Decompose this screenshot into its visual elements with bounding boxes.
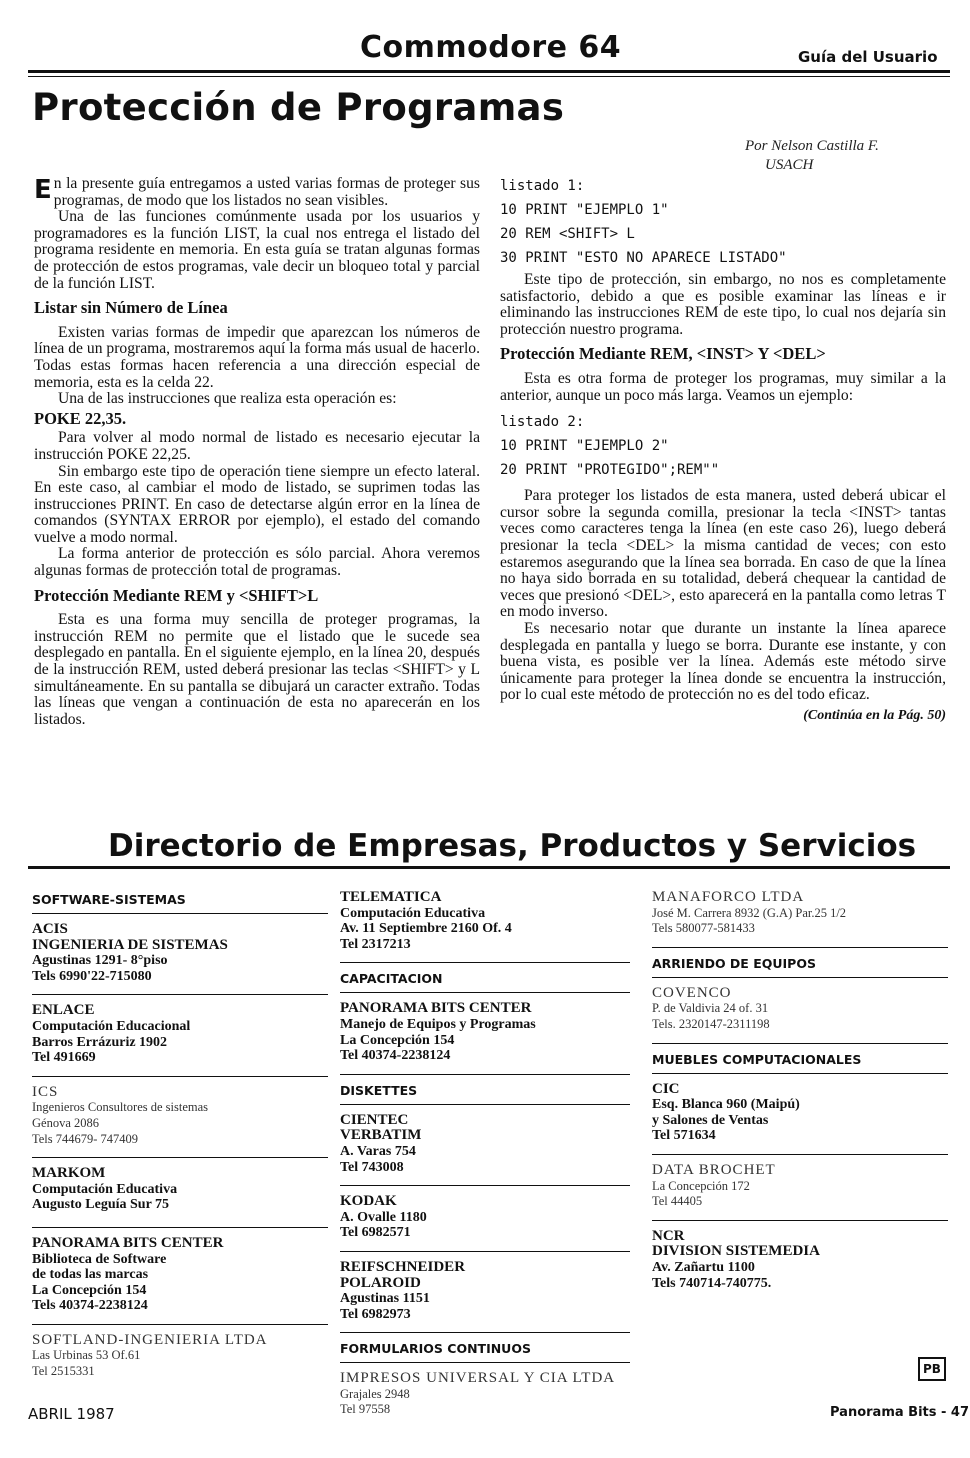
byline-author: Por Nelson Castilla F. (745, 138, 879, 154)
paragraph: Una de las instrucciones que realiza esta operación es: (58, 390, 397, 408)
category-heading: CAPACITACION (340, 971, 443, 987)
paragraph: Para proteger los listados de esta manera, usted deberá ubicar el cursor sobre la segunda comilla, presionar la tecla <INST> tantas veces como caracteres tenga la línea (en este caso 26), luego deberá presionar la tecla <DEL> la misma cantidad de veces; con esto estaremos asegurando que la línea sea borrada. En caso de que la línea no haya sido borrada en su totalidad, deberá chequear la cantidad de veces que presionó <DEL>, esto aparecerá en la pantalla como letras T en modo inverso. (500, 487, 946, 621)
magazine-section-title: Commodore 64 (360, 30, 622, 65)
header-rule (28, 70, 950, 73)
panorama-bits-logo: PB (918, 1357, 946, 1381)
paragraph: Sin embargo este tipo de operación tiene siempre un efecto lateral. En este caso, al cambiar el modo de listado, se suprimen todas las instrucciones PRINT. En caso de detectarse algún error en la línea de comandos (SYNTAX ERROR por ejemplo), el estado del comando vuelve a modo normal. (34, 462, 480, 546)
directory-column-3 (652, 870, 948, 1301)
directory-entry: COVENCO P. de Valdivia 24 of. 31 Tels. 2320147-2311198 (652, 984, 770, 1031)
directory-entry: MARKOM Computación Educativa Augusto Leguía Sur 75 (32, 1165, 178, 1213)
directory-rule (28, 866, 950, 869)
directory-entry: ACIS INGENIERIA DE SISTEMAS Agustinas 1291- 8°piso Tels 6990'22-715080 (32, 921, 228, 984)
directory-title: Directorio de Empresas, Productos y Servicios (108, 828, 917, 864)
drop-cap: E (34, 175, 52, 205)
paragraph: Este tipo de protección, sin embargo, no nos es completamente satisfactorio, debido a que es posible examinar las líneas e ir eliminando las instrucciones REM de este tipo, lo cual nos dejaría sin protección nuestro programa. (500, 271, 946, 338)
paragraph: Existen varias formas de impedir que aparezcan los números de línea de un programa, mostraremos aquí la forma más usual de hacerlo. Todas estas formas hacen referencia a una dirección especial de memoria, esta es la celda 22. (34, 323, 480, 391)
paragraph: Una de las funciones comúnmente usada por los usuarios y programadores es la función LIST, la cual nos entrega el listado del programa residente en memoria. En esta guía se tratan algunas formas de protección de estos programas, vale decir un bloqueo total y parcial de la función LIST. (34, 208, 480, 292)
directory-column-1 (32, 870, 328, 1390)
page-number: Panorama Bits - 47 (830, 1405, 970, 1420)
paragraph: La forma anterior de protección es sólo parcial. Ahora veremos algunas formas de protección total de programas. (34, 545, 480, 580)
category-heading: SOFTWARE-SISTEMAS (32, 892, 186, 907)
directory-entry: CIC Esq. Blanca 960 (Maipú) y Salones de Ventas Tel 571634 (652, 1080, 800, 1144)
directory-entry: MANAFORCO LTDA José M. Carrera 8932 (G.A) Par.25 1/2 Tels 580077-581433 (652, 889, 847, 936)
header-rule-thin (28, 76, 950, 77)
directory-entry: ENLACE Computación Educacional Barros Errázuriz 1902 Tel 491669 (32, 1002, 191, 1066)
code-listing-2: listado 2: 10 PRINT "EJEMPLO 2" 20 PRINT "PROTEGIDO";REM"" (500, 414, 720, 479)
section-heading: Protección Mediante REM, <INST> Y <DEL> (500, 344, 826, 364)
directory-column-2 (340, 870, 630, 1428)
directory-entry: NCR DIVISION SISTEMEDIA Av. Zañartu 1100 Tels 740714-740775. (652, 1227, 820, 1291)
directory-entry: REIFSCHNEIDER POLAROID Agustinas 1151 Tel 6982973 (340, 1258, 466, 1322)
category-heading: ARRIENDO DE EQUIPOS (652, 955, 816, 971)
directory-entry: SOFTLAND-INGENIERIA LTDA Las Urbinas 53 Of.61 Tel 2515331 (32, 1331, 268, 1379)
category-heading: DISKETTES (340, 1082, 418, 1098)
byline (745, 137, 879, 175)
poke-instruction: POKE 22,35. (34, 408, 127, 428)
paragraph: Esta es una forma muy sencilla de proteger programas, la instrucción REM no permite que el listado que le sucede sea desplegado en pantalla. En el siguiente ejemplo, en la línea 20, después de la instrucción REM, usted deberá presionar las teclas <SHIFT> y L simultáneamente. En su pantalla se dibujará un caracter extraño. Todas las líneas que vengan a continuación de esta no aparecerán en los listados. (34, 611, 480, 728)
section-heading: Listar sin Número de Línea (34, 298, 228, 318)
category-heading: FORMULARIOS CONTINUOS (340, 1341, 531, 1357)
section-heading: Protección Mediante REM y <SHIFT>L (34, 585, 319, 605)
article-column-right (500, 178, 946, 724)
directory-entry: CIENTEC VERBATIM A. Varas 754 Tel 743008 (340, 1111, 422, 1175)
directory-entry: PANORAMA BITS CENTER Manejo de Equipos y Programas La Concepción 154 Tel 40374-2238124 (340, 1000, 536, 1064)
code-listing-1: listado 1: 10 PRINT "EJEMPLO 1" 20 REM <SHIFT> L 30 PRINT "ESTO NO APARECE LISTADO" (500, 178, 787, 266)
directory-entry: ICS Ingenieros Consultores de sistemas Génova 2086 Tels 744679- 747409 (32, 1083, 209, 1146)
paragraph: Esta es otra forma de proteger los programas, muy similar a la anterior, aunque un poco más larga. Veamos un ejemplo: (500, 369, 946, 404)
category-heading: MUEBLES COMPUTACIONALES (652, 1051, 862, 1067)
paragraph: Para volver al modo normal de listado es necesario ejecutar la instrucción POKE 22,25. (34, 429, 480, 463)
article-column-left (34, 176, 480, 728)
intro-paragraph: En la presente guía entregamos a usted varias formas de proteger sus programas, de modo que los listados no sean visibles. (34, 175, 480, 209)
directory-entry: PANORAMA BITS CENTER Biblioteca de Software de todas las marcas La Concepción 154 Tels 40374-2238124 (32, 1234, 224, 1314)
continued-note: (Continúa en la Pág. 50) (803, 707, 946, 723)
directory-entry: DATA BROCHET La Concepción 172 Tel 44405 (652, 1161, 776, 1209)
paragraph: Es necesario notar que durante un instante la línea aparece desplegada en pantalla y luego se borra. Durante ese instante, y con buena vista, es posible ver la línea. Además este método sirve únicamente para proteger la línea donde se encuentra la instrucción, por lo cual este método de protección no es del todo eficaz. (500, 619, 946, 704)
guide-label: Guía del Usuario (798, 48, 938, 66)
directory-entry: IMPRESOS UNIVERSAL Y CIA LTDA Grajales 2948 Tel 97558 (340, 1370, 616, 1417)
directory-entry: TELEMATICA Computación Educativa Av. 11 Septiembre 2160 Of. 4 Tel 2317213 (340, 889, 512, 952)
issue-date: ABRIL 1987 (28, 1405, 115, 1423)
article-title: Protección de Programas (32, 86, 565, 129)
directory-entry: KODAK A. Ovalle 1180 Tel 6982571 (340, 1193, 427, 1241)
byline-org: USACH (765, 157, 814, 173)
